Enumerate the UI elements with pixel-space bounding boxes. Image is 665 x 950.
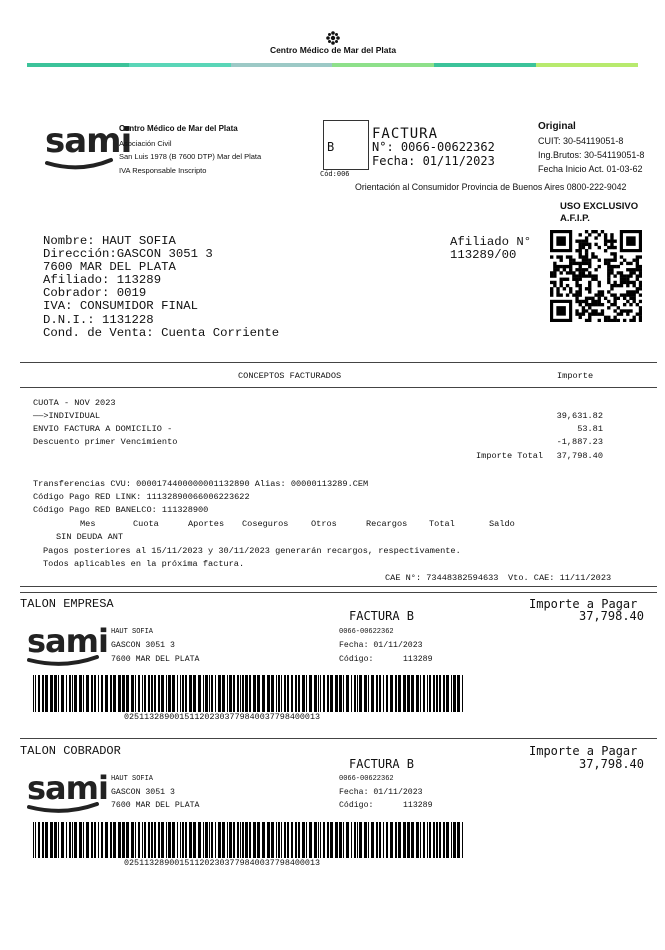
client-city: 7600 MAR DEL PLATA [43, 260, 176, 275]
issuer-type: Asociación Civil [119, 139, 172, 148]
col-aportes: Aportes [188, 519, 225, 529]
concept-line: CUOTA - NOV 2023 [33, 398, 116, 408]
talon-empresa-barcode-text: 025113289001511202303779840037798400013 [124, 712, 321, 722]
sami-logo [27, 622, 108, 665]
consumer-info: Orientación al Consumidor Provincia de Buenos Aires 0800-222-9042 [355, 182, 627, 192]
doc-title: FACTURA [372, 126, 439, 142]
issuer-address: San Luis 1978 (B 7600 DTP) Mar del Plata [119, 152, 262, 161]
talon-empresa-name: HAUT SOFIA [111, 628, 154, 636]
payment-redlink: Código Pago RED LINK: 11132890066006223622 [33, 492, 250, 502]
client-iva: IVA: CONSUMIDOR FINAL [43, 299, 198, 314]
client-name: Nombre: HAUT SOFIA [43, 234, 176, 248]
talon-empresa-importe-label: Importe a Pagar [529, 597, 638, 611]
cae-vto: Vto. CAE: 11/11/2023 [508, 573, 612, 583]
doc-cod: Cód:006 [320, 170, 350, 178]
client-block [43, 235, 279, 340]
talon-empresa-addr: GASCON 3051 3 [111, 641, 175, 650]
talon-cobrador-addr: GASCON 3051 3 [111, 788, 175, 797]
sami-logo-text: sami [45, 121, 132, 161]
afiliado-label: Afiliado N° [450, 235, 532, 249]
total-label: Importe Total [476, 451, 544, 461]
sami-logo-text: sami [27, 622, 108, 660]
ing-brutos: Ing.Brutos: 30-54119051-8 [538, 150, 645, 160]
concepts-header: CONCEPTOS FACTURADOS [238, 371, 342, 381]
concept-line: ENVIO FACTURA A DOMICILIO - [33, 424, 173, 434]
col-cuota: Cuota [133, 519, 159, 529]
talon-cobrador-importe-value: 37,798.40 [578, 757, 644, 771]
top-org-name: Centro Médico de Mar del Plata [269, 45, 397, 55]
col-recargos: Recargos [366, 519, 408, 529]
talon-cobrador-name: HAUT SOFIA [111, 775, 154, 783]
talon-cobrador-city: 7600 MAR DEL PLATA [111, 801, 200, 810]
fecha-inicio: Fecha Inicio Act. 01-03-62 [538, 164, 643, 174]
afip-label-1: USO EXCLUSIVO [560, 201, 639, 212]
importe-header: Importe [557, 371, 594, 381]
doc-date: Fecha: 01/11/2023 [372, 154, 495, 168]
afip-label-2: A.F.I.P. [560, 213, 590, 224]
total-value: 37,798.40 [556, 451, 603, 461]
top-color-bar [27, 63, 638, 67]
doc-number: N°: 0066-00622362 [372, 140, 495, 154]
original-label: Original [538, 121, 576, 132]
divider [20, 362, 657, 363]
afiliado-number: 113289/00 [450, 248, 517, 262]
talon-cobrador-codigo-label: Código: [339, 801, 374, 810]
talon-cobrador-title: TALON COBRADOR [20, 744, 121, 758]
talon-empresa-codigo-label: Código: [339, 655, 374, 664]
top-logo-icon [326, 31, 340, 45]
col-coseguros: Coseguros [242, 519, 289, 529]
afip-qr-code [550, 230, 642, 322]
col-total: Total [429, 519, 455, 529]
concept-amount: -1,887.23 [556, 437, 603, 447]
talon-empresa-num: 0066-00622362 [339, 628, 394, 636]
talon-empresa-factura: FACTURA B [349, 609, 415, 623]
client-address: Dirección:GASCON 3051 3 [43, 247, 213, 262]
divider [20, 592, 657, 593]
talon-empresa-city: 7600 MAR DEL PLATA [111, 655, 200, 664]
talon-empresa-barcode [33, 675, 469, 712]
concept-amount: 39,631.82 [556, 411, 603, 421]
cuit: CUIT: 30-54119051-8 [538, 136, 624, 146]
client-cond-venta: Cond. de Venta: Cuenta Corriente [43, 325, 280, 340]
sami-logo [27, 769, 108, 812]
client-cobrador: Cobrador: 0019 [43, 286, 147, 301]
payment-banelco: Código Pago RED BANELCO: 111328900 [33, 505, 209, 515]
sami-logo-text: sami [27, 769, 108, 807]
doc-letter-box [323, 120, 369, 170]
payment-cvu: Transferencias CVU: 0000174400000001132890 Alias: 00000113289.CEM [33, 479, 369, 489]
talon-empresa-title: TALON EMPRESA [20, 597, 114, 611]
client-dni: D.N.I.: 1131228 [43, 312, 154, 327]
talon-empresa-codigo-value: 113289 [403, 655, 433, 664]
col-mes: Mes [80, 519, 96, 529]
client-afiliado: Afiliado: 113289 [43, 273, 162, 288]
col-saldo: Saldo [489, 519, 515, 529]
sin-deuda: SIN DEUDA ANT [56, 532, 124, 542]
talon-cobrador-barcode-text: 025113289001511202303779840037798400013 [124, 858, 321, 868]
talon-cobrador-date: Fecha: 01/11/2023 [339, 788, 423, 797]
talon-cobrador-importe-label: Importe a Pagar [529, 744, 638, 758]
concept-amount: 53.81 [577, 424, 603, 434]
sami-logo [45, 121, 132, 174]
doc-letter: B [327, 140, 335, 154]
divider [20, 586, 657, 587]
talon-cobrador-num: 0066-00622362 [339, 775, 394, 783]
talon-empresa-importe-value: 37,798.40 [578, 609, 644, 623]
divider [20, 387, 657, 388]
col-otros: Otros [311, 519, 337, 529]
concept-line: Descuento primer Vencimiento [33, 437, 178, 447]
concept-line: ——>INDIVIDUAL [33, 411, 101, 421]
issuer-iva: IVA Responsable Inscripto [119, 166, 207, 175]
talon-cobrador-factura: FACTURA B [349, 757, 415, 771]
cae-number: CAE N°: 73448382594633 [385, 573, 499, 583]
divider [20, 738, 657, 739]
payment-note-1: Pagos posteriores al 15/11/2023 y 30/11/2023 generarán recargos, respectivamente. [43, 546, 461, 556]
talon-cobrador-codigo-value: 113289 [403, 801, 433, 810]
payment-note-2: Todos aplicables en la próxima factura. [43, 559, 245, 569]
talon-cobrador-barcode [33, 822, 469, 858]
talon-empresa-date: Fecha: 01/11/2023 [339, 641, 423, 650]
issuer-name: Centro Médico de Mar del Plata [119, 124, 238, 133]
